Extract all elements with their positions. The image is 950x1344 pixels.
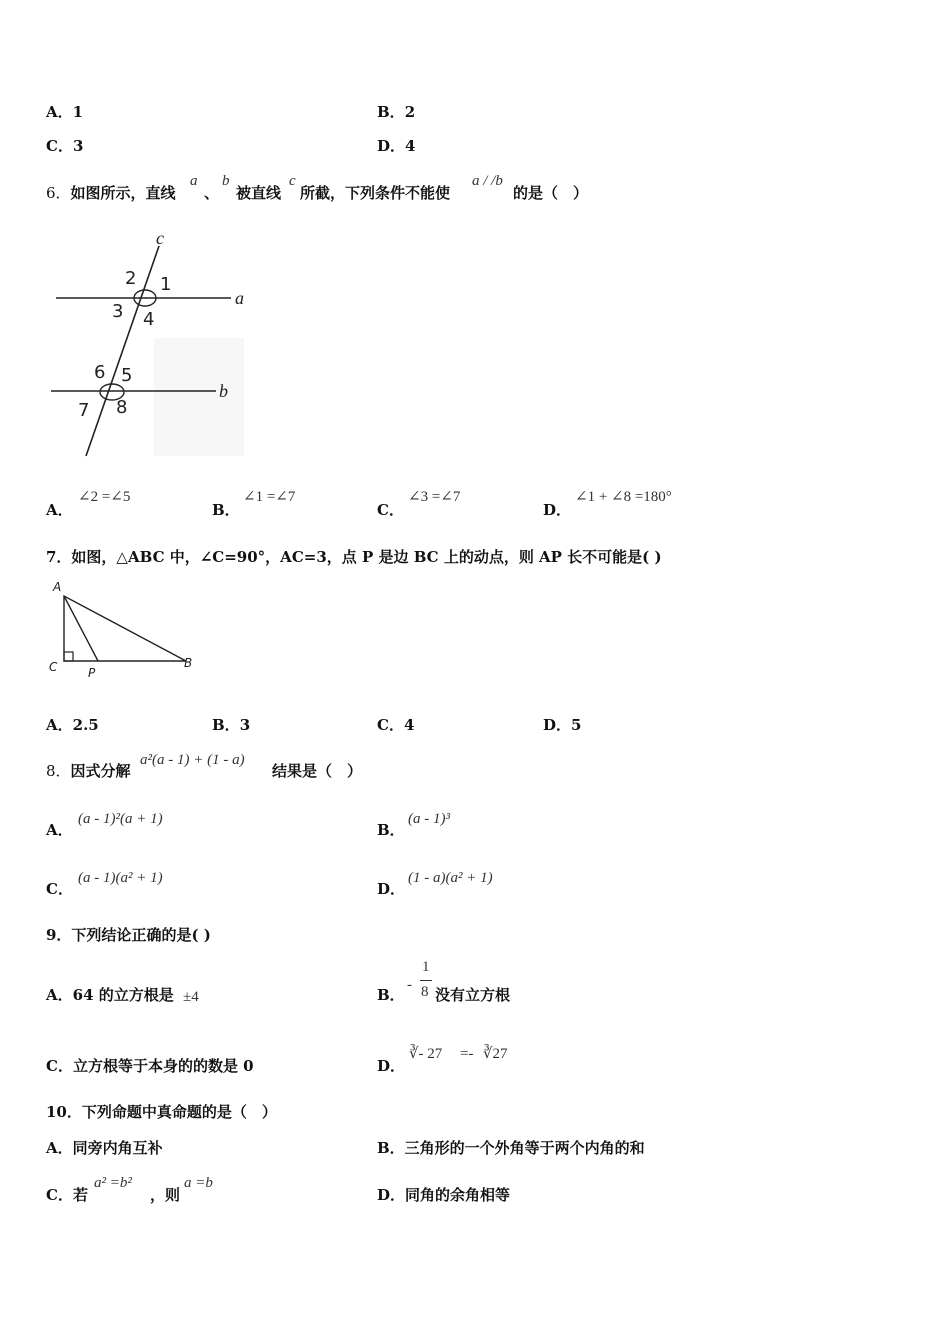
q8-stem-tail: 结果是（ ） [272,762,363,780]
q6-option-a-math: ∠2 =∠5 [78,489,131,505]
q8-option-c-letter: C． [46,880,73,898]
q9-option-b-letter: B． [377,986,405,1004]
q6-sep: 、 [204,184,220,202]
q9-option-a: A．64 的立方根是 [46,986,174,1004]
q9-option-b-numerator: 1 [422,959,430,975]
q6-angle-4: 4 [143,309,155,330]
q10-option-c-then: ，则 [150,1186,181,1204]
q6-stem-4: 的是（ ） [513,184,589,202]
q7-label-b: B [184,656,193,670]
q8-option-b-math: (a - 1)³ [408,811,450,827]
q7-option-c: C．4 [377,716,415,734]
q7-figure [46,578,206,680]
q6-label-b: b [219,381,228,401]
q7-label-c: C [49,660,58,674]
q6-option-d-math: ∠1 + ∠8 =180° [575,489,672,505]
q8-option-d-letter: D． [377,880,406,898]
q7-option-a: A．2.5 [46,716,99,734]
q6-var-a: a [190,173,198,189]
q7-triangle [64,596,186,661]
q9-option-b-fraction-bar [420,980,432,981]
q6-angle-5: 5 [121,365,133,386]
q8-option-b-letter: B． [377,821,405,839]
q5-option-c: C．3 [46,137,84,155]
q9-option-d-letter: D． [377,1057,406,1075]
q6-option-a-letter: A． [46,501,73,519]
q10-option-b: B．三角形的一个外角等于两个内角的和 [377,1139,645,1157]
q10-option-c: C．若 [46,1186,88,1204]
q6-option-c-letter: C． [377,501,404,519]
q6-option-b-math: ∠1 =∠7 [243,489,296,505]
q6-option-c-math: ∠3 =∠7 [408,489,461,505]
q8-option-d-math: (1 - a)(a² + 1) [408,870,493,886]
q7-option-d: D．5 [543,716,582,734]
q7-label-p: P [88,666,96,680]
q8-stem: 8．因式分解 [46,762,131,780]
q6-angle-2: 2 [125,268,137,289]
q6-line-c [86,246,159,456]
q7-stem: 7．如图，△ABC 中，∠C=90°，AC=3，点 P 是边 BC 上的动点，则 AP 长不可能是( ) [46,548,662,566]
q6-label-c: c [156,228,164,248]
q10-stem: 10．下列命题中真命题的是（ ） [46,1103,277,1121]
q5-option-d: D．4 [377,137,416,155]
q6-stem-2: 被直线 [236,184,282,202]
q6-angle-8: 8 [116,397,128,418]
q9-stem: 9．下列结论正确的是( ) [46,926,211,944]
q9-option-b-text: 没有立方根 [435,986,511,1004]
q6-var-c: c [289,173,296,189]
q8-option-c-math: (a - 1)(a² + 1) [78,870,163,886]
q6-angle-1: 1 [160,274,172,295]
q5-option-b: B．2 [377,103,416,121]
q6-parallel: a / /b [472,173,503,189]
q6-label-a: a [235,288,244,308]
q7-label-a: A [53,580,62,594]
q8-option-a-math: (a - 1)²(a + 1) [78,811,163,827]
q6-angle-6: 6 [94,362,106,383]
q9-option-c: C．立方根等于本身的的数是 0 [46,1057,254,1075]
q5-option-a: A．1 [46,103,84,121]
q9-option-d-right: ∛27 [483,1046,508,1062]
q8-expression: a²(a - 1) + (1 - a) [140,752,245,768]
q6-stem: 6．如图所示，直线 [46,184,176,202]
q9-option-d-eq: =- [460,1046,474,1062]
q8-option-a-letter: A． [46,821,73,839]
q7-option-b: B．3 [212,716,251,734]
q10-option-c-condition: a² =b² [94,1175,132,1191]
q10-option-d: D．同角的余角相等 [377,1186,511,1204]
q9-option-a-math: ±4 [183,989,199,1005]
q9-option-b-minus: - [407,977,412,993]
q6-option-d-letter: D． [543,501,572,519]
q10-option-a: A．同旁内角互补 [46,1139,163,1157]
q6-option-b-letter: B． [212,501,240,519]
q9-option-b-denominator: 8 [421,984,429,1000]
q9-option-d-left: ∛- 27 [409,1046,443,1062]
q7-right-angle-mark [64,652,73,661]
q6-stem-3: 所截，下列条件不能使 [300,184,451,202]
q6-figure [46,228,251,458]
q6-figure-bg [154,338,244,456]
q10-option-c-result: a =b [184,1175,213,1191]
q6-angle-3: 3 [112,301,124,322]
q6-angle-7: 7 [78,400,90,421]
q6-var-b: b [222,173,230,189]
